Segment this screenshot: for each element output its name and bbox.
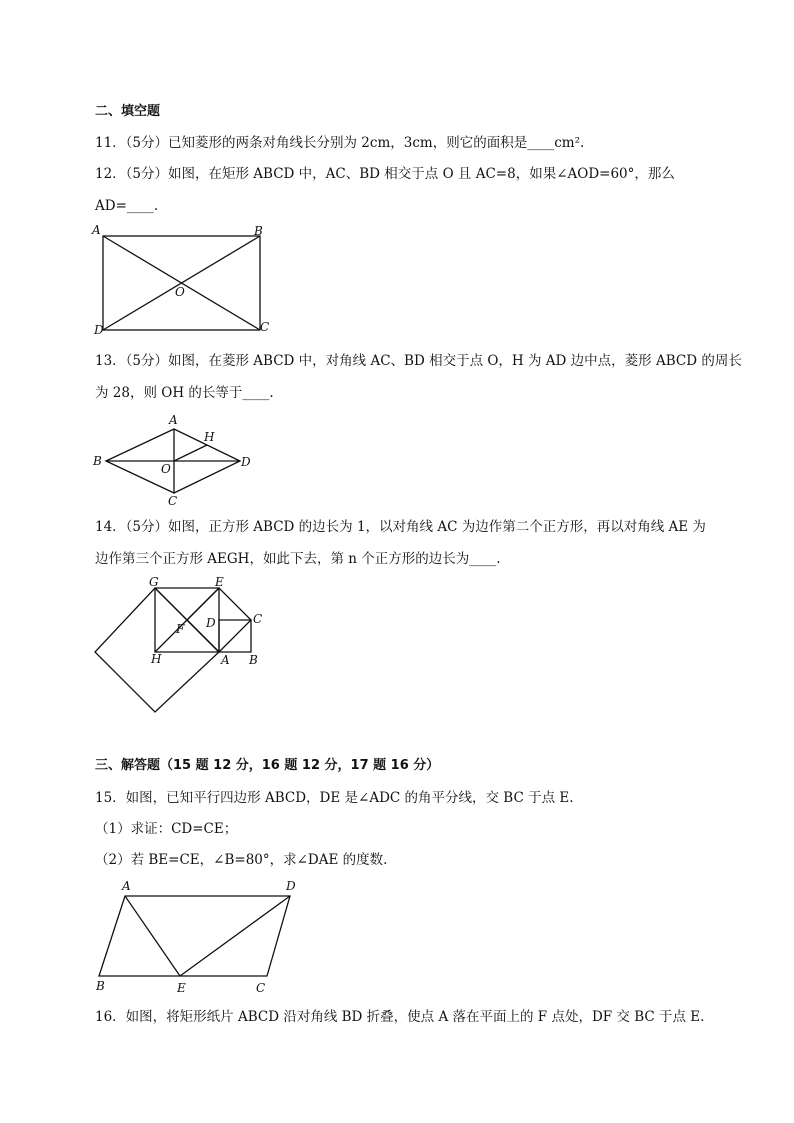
figure-rhombus-abcd (90, 410, 265, 508)
label-o: O (175, 285, 185, 299)
question-12-line1: 12．（5分）如图，在矩形 ABCD 中，AC、BD 相交于点 O 且 AC=8，如果∠AOD=60°，那么 (95, 166, 675, 182)
label-b: B (254, 224, 263, 238)
label-a: A (92, 223, 101, 237)
section-title-solutions: 三、解答题（15 题 12 分，16 题 12 分，17 题 16 分） (95, 758, 440, 773)
question-13-line1: 13．（5分）如图，在菱形 ABCD 中，对角线 AC、BD 相交于点 O，H 为 AD 边中点，菱形 ABCD 的周长 (95, 353, 742, 369)
label-b: B (93, 454, 102, 468)
label-d: D (94, 323, 104, 337)
figure-nested-squares (90, 577, 270, 717)
label-c: C (256, 981, 266, 995)
label-d: D (241, 455, 251, 469)
label-h: H (151, 652, 162, 666)
question-14-line2: 边作第三个正方形 AEGH，如此下去，第 n 个正方形的边长为____. (95, 551, 501, 567)
question-15-part1: （1）求证：CD=CE； (95, 821, 238, 837)
label-a: A (169, 413, 178, 427)
label-a: A (122, 879, 131, 893)
section-title-fill-in: 二、填空题 (95, 104, 161, 119)
label-b: B (249, 653, 258, 667)
question-12-line2: AD=____. (95, 198, 159, 214)
label-c: C (253, 612, 263, 626)
label-f: F (176, 622, 185, 636)
question-15-line1: 15．如图，已知平行四边形 ABCD，DE 是∠ADC 的角平分线，交 BC 于点 E. (95, 790, 574, 806)
question-11: 11．（5分）已知菱形的两条对角线长分别为 2cm，3cm，则它的面积是____cm². (95, 135, 585, 151)
label-e: E (177, 981, 186, 995)
figure-rectangle-abcd (90, 222, 280, 337)
label-c: C (260, 320, 270, 334)
label-e: E (215, 575, 224, 589)
label-c: C (168, 494, 178, 508)
question-14-line1: 14．（5分）如图，正方形 ABCD 的边长为 1，以对角线 AC 为边作第二个正方形，再以对角线 AE 为 (95, 519, 706, 535)
label-h: H (204, 430, 215, 444)
label-a: A (221, 653, 230, 667)
label-d: D (206, 616, 216, 630)
question-16-line1: 16．如图，将矩形纸片 ABCD 沿对角线 BD 折叠，使点 A 落在平面上的 F 点处，DF 交 BC 于点 E. (95, 1009, 705, 1025)
label-o: O (161, 462, 171, 476)
question-15-part2: （2）若 BE=CE，∠B=80°，求∠DAE 的度数. (95, 852, 388, 868)
label-d: D (286, 879, 296, 893)
question-13-line2: 为 28，则 OH 的长等于____. (95, 385, 274, 401)
figure-parallelogram-abcd (90, 877, 305, 997)
label-b: B (96, 979, 105, 993)
label-g: G (149, 575, 159, 589)
